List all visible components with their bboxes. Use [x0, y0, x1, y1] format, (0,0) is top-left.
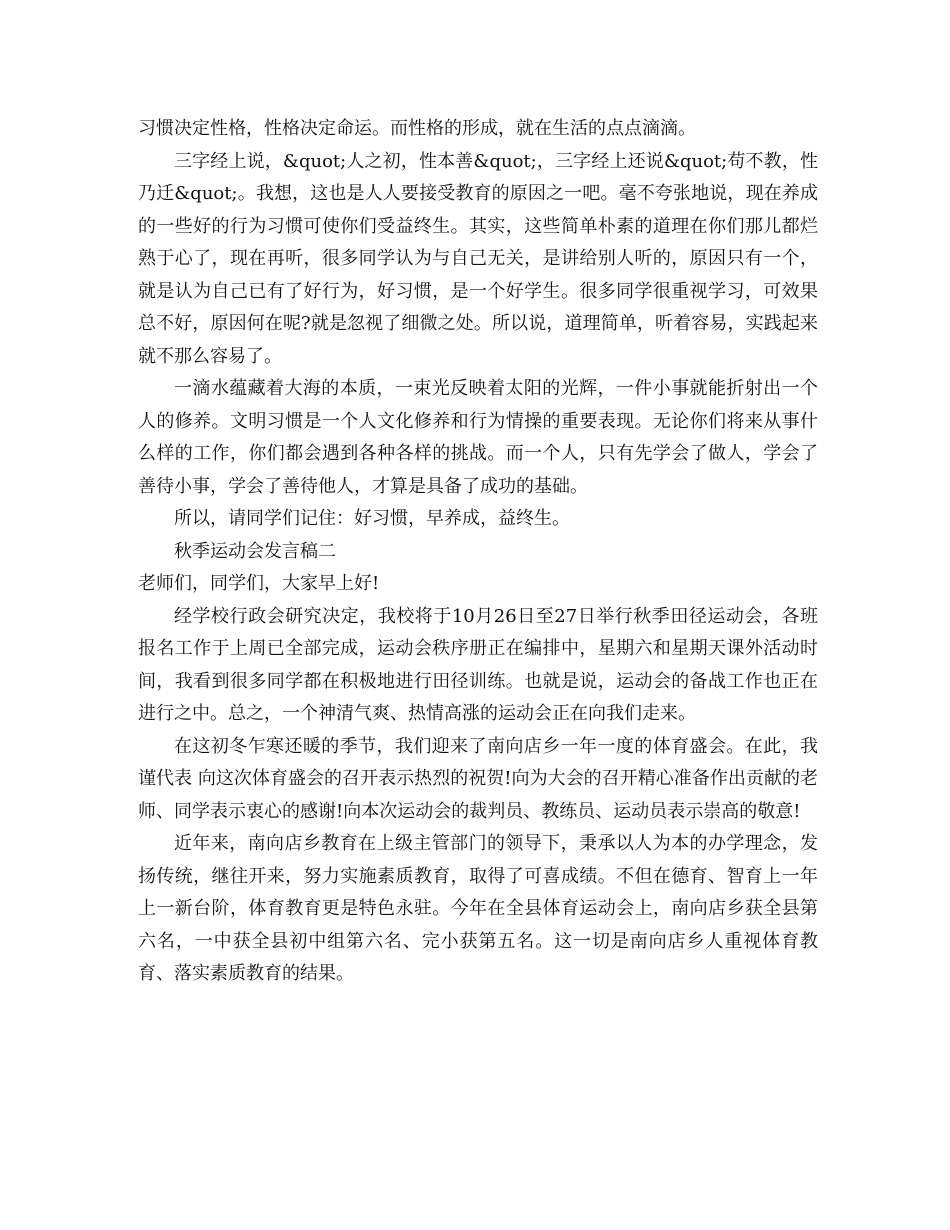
paragraph-three-character-classic: 三字经上说，&quot;人之初，性本善&quot;，三字经上还说&quot;苟不教，性乃迁&quot;。我想，这也是人人要接受教育的原因之一吧。毫不夸张地说，现在养成的一些好的行为习惯可使你们受益终生。其实，这些简单朴素的道理在你们那儿都烂熟于心了，现在再听，很多同学认为与自己无关，是讲给别人听的，原因只有一个，就是认为自己已有了好行为，好习惯，是一个好学生。很多同学很重视学习，可效果总不好，原因何在呢?就是忽视了细微之处。所以说，道理简单，听着容易，实践起来就不那么容易了。 [138, 150, 818, 367]
section-heading: 秋季运动会发言稿二 [174, 540, 336, 562]
paragraph-remember: 所以，请同学们记住：好习惯，早养成，益终生。 [174, 508, 570, 529]
paragraph-drop-of-water: 一滴水蕴藏着大海的本质，一束光反映着太阳的光辉，一件小事就能折射出一个人的修养。文明习惯是一个人文化修养和行为情操的重要表现。无论你们将来从事什么样的工作，你们都会遇到各种各样的挑战。而一个人，只有先学会了做人，学会了善待小事，学会了善待他人，才算是具备了成功的基础。 [138, 378, 818, 497]
paragraph-recent-years: 近年来，南向店乡教育在上级主管部门的领导下，秉承以人为本的办学理念，发扬传统，继往开来，努力实施素质教育，取得了可喜成绩。不但在德育、智育上一年上一新台阶，体育教育更是特色永驻。今年在全县体育运动会上，南向店乡获全县第六名，一中获全县初中组第六名、完小获第五名。这一切是南向店乡人重视体育教育、落实素质教育的结果。 [138, 833, 818, 984]
document-body [138, 113, 818, 991]
paragraph-sports-meet-decision: 经学校行政会研究决定，我校将于10月26日至27日举行秋季田径运动会，各班报名工作于上周已全部完成，运动会秩序册正在编排中，星期六和星期天课外活动时间，我看到很多同学都在积极地进行田径训练。也就是说，运动会的备战工作也正在进行之中。总之，一个神清气爽、热情高涨的运动会正在向我们走来。 [138, 605, 818, 724]
paragraph-continuation: 习惯决定性格，性格决定命运。而性格的形成，就在生活的点点滴滴。 [138, 118, 696, 139]
paragraph-early-winter: 在这初冬乍寒还暖的季节，我们迎来了南向店乡一年一度的体育盛会。在此，我谨代表 向这次体育盛会的召开表示热烈的祝贺!向为大会的召开精心准备作出贡献的老师、同学表示衷心的感谢!向本次运动会的裁判员、教练员、运动员表示崇高的敬意! [138, 735, 818, 822]
greeting: 老师们，同学们，大家早上好! [138, 573, 380, 594]
